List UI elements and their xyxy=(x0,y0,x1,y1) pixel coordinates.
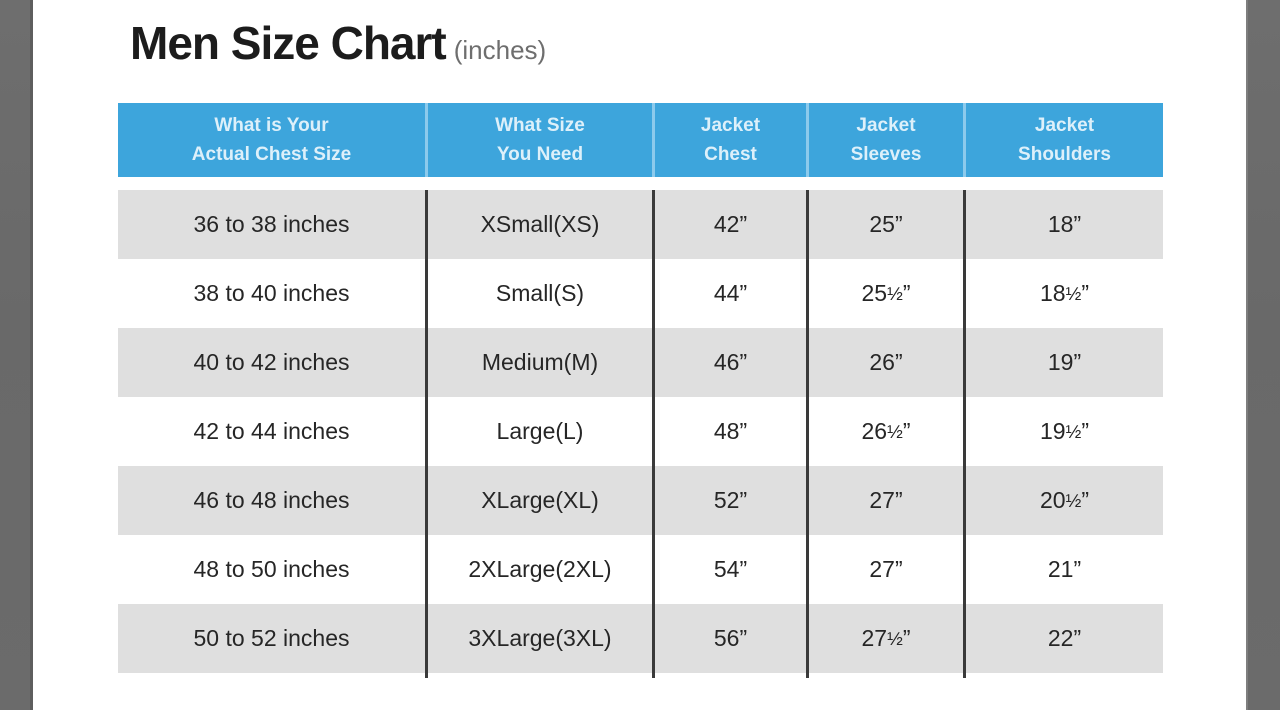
header-label-line: Chest xyxy=(704,144,757,165)
left-gray-strip xyxy=(0,0,33,710)
cell-jacket-shoulders: 19” xyxy=(963,328,1163,397)
cell-chest-range: 46 to 48 inches xyxy=(193,487,350,513)
header-cell-size-needed xyxy=(425,103,652,177)
cell-size-needed: 3XLarge(3XL) xyxy=(425,604,652,673)
cell-chest-range: 42 to 44 inches xyxy=(193,418,350,444)
cell-jacket-sleeves: 26” xyxy=(806,328,963,397)
divider-tick xyxy=(806,673,963,678)
cell-jacket-sleeves: 26 ½ ” xyxy=(806,397,963,466)
header-label-line: Shoulders xyxy=(1018,144,1111,165)
cell-jacket-shoulders: 20 ½ ” xyxy=(963,466,1163,535)
cell-jacket-chest: 42” xyxy=(652,190,806,259)
table-row xyxy=(118,466,1163,535)
half-fraction: ½ xyxy=(1065,282,1082,304)
cell-size-needed: XSmall(XS) xyxy=(425,190,652,259)
cell-jacket-chest: 52” xyxy=(652,466,806,535)
table-row xyxy=(118,535,1163,604)
header-label-line: Jacket xyxy=(700,115,761,136)
table-row xyxy=(118,190,1163,259)
divider-tick xyxy=(963,673,1163,678)
cell-jacket-sleeves: 25” xyxy=(806,190,963,259)
cell-size-needed: 2XLarge(2XL) xyxy=(425,535,652,604)
header-cell-jacket-shoulders xyxy=(963,103,1163,177)
header-label-line: Jacket xyxy=(1034,115,1095,136)
cell-jacket-shoulders: 18” xyxy=(963,190,1163,259)
divider-tick xyxy=(118,673,425,678)
cell-chest-range: 48 to 50 inches xyxy=(193,556,350,582)
cell-jacket-chest: 56” xyxy=(652,604,806,673)
table-row xyxy=(118,604,1163,673)
cell-chest-range: 40 to 42 inches xyxy=(193,349,350,375)
table-body xyxy=(118,190,1163,673)
cell-jacket-shoulders: 22” xyxy=(963,604,1163,673)
header-label-line: What is Your xyxy=(214,115,329,136)
header-cell-jacket-sleeves xyxy=(806,103,963,177)
size-chart-table xyxy=(118,103,1163,678)
cell-jacket-sleeves: 27” xyxy=(806,535,963,604)
cell-chest-range: 36 to 38 inches xyxy=(193,211,350,237)
right-gray-strip xyxy=(1246,0,1280,710)
cell-jacket-shoulders: 18 ½ ” xyxy=(963,259,1163,328)
cell-jacket-chest: 44” xyxy=(652,259,806,328)
cell-size-needed: Large(L) xyxy=(425,397,652,466)
header-label-line: What Size xyxy=(495,115,585,136)
cell-jacket-shoulders: 21” xyxy=(963,535,1163,604)
divider-tick xyxy=(425,673,652,678)
header-label-line: Jacket xyxy=(856,115,916,136)
half-fraction: ½ xyxy=(1065,489,1082,511)
table-row xyxy=(118,397,1163,466)
cell-jacket-sleeves: 27” xyxy=(806,466,963,535)
cell-jacket-sleeves: 27 ½ ” xyxy=(806,604,963,673)
cell-jacket-chest: 54” xyxy=(652,535,806,604)
cell-size-needed: XLarge(XL) xyxy=(425,466,652,535)
half-fraction: ½ xyxy=(887,282,903,304)
cell-size-needed: Medium(M) xyxy=(425,328,652,397)
cell-jacket-chest: 48” xyxy=(652,397,806,466)
header-cell-jacket-chest xyxy=(652,103,806,177)
table-row xyxy=(118,328,1163,397)
cell-chest-range: 50 to 52 inches xyxy=(193,625,350,651)
table-row xyxy=(118,259,1163,328)
divider-tick xyxy=(652,673,806,678)
page-title xyxy=(130,16,546,70)
half-fraction: ½ xyxy=(887,627,903,649)
cell-size-needed: Small(S) xyxy=(425,259,652,328)
table-header-row xyxy=(118,103,1163,177)
header-label-line: Sleeves xyxy=(850,144,922,165)
page-title-units: (inches) xyxy=(453,35,547,65)
cell-jacket-sleeves: 25 ½ ” xyxy=(806,259,963,328)
cell-jacket-shoulders: 19 ½ ” xyxy=(963,397,1163,466)
half-fraction: ½ xyxy=(887,420,903,442)
page-title-text: Men Size Chart xyxy=(130,17,446,69)
header-label-line: You Need xyxy=(496,144,584,165)
header-label-line: Actual Chest Size xyxy=(191,144,352,165)
half-fraction: ½ xyxy=(1065,420,1082,442)
table-bottom-ticks xyxy=(118,673,1163,678)
cell-chest-range: 38 to 40 inches xyxy=(193,280,350,306)
header-cell-chest-range xyxy=(118,103,425,177)
cell-jacket-chest: 46” xyxy=(652,328,806,397)
